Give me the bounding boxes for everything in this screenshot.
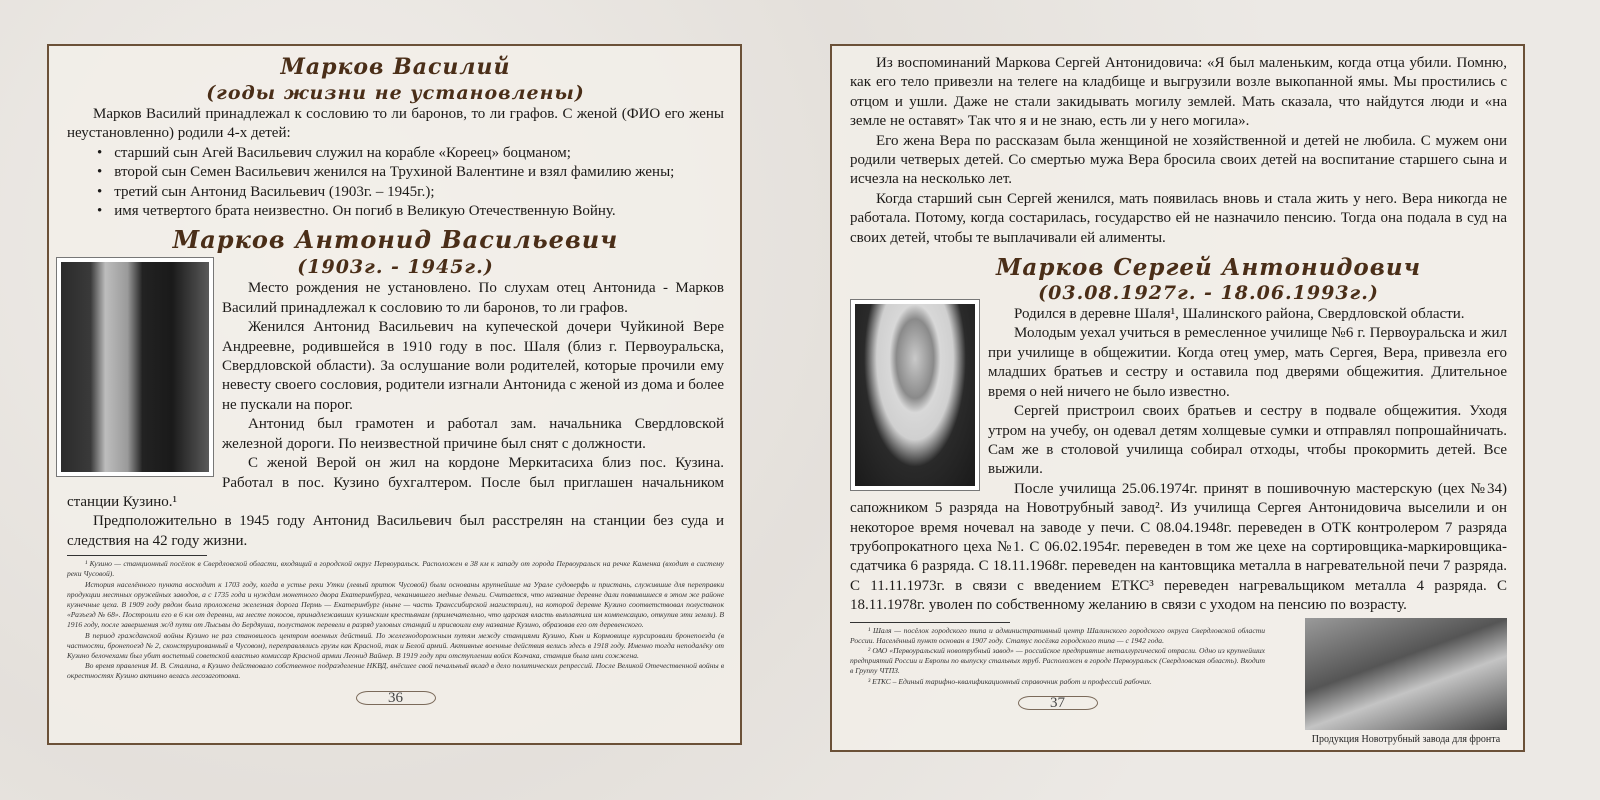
- footnote: В период гражданской войны Кузино не раз становилось центром военных действий. По железнодорожным путям между станциями Кузино, Кын и Кормовище курсировали бронепоезда (в частности, бронепоезд № 2, сконструированный в Чусовом), переправлялись грузы как Красной, так и Белой армий. Активные военные действия велись здесь в 1918 году. Именно тогда неподалёку от Кузино белочехами был убит воспетый советской властью комиссар Красной армии Леонид Вайнер. В 1919 году при отступлении войск Колчака, станция была ими сожжена.: [67, 630, 724, 660]
- children-list: [97, 144, 724, 222]
- footnote: История населённого пункта восходит к 1703 году, когда в устье реки Утки (левый приток Чусовой) были основаны крупнейшие на Урале судоверфь и пристань, служившие для переправки продукции местных оружейных заводов, а с 1735 года и нуждам монетного двора Екатеринбурга, чеканившего медные деньги. Считается, что название деревне дали появившиеся в этом же районе кузнечные цеха. В 1909 году рядом была проложена железная дорога Пермь — Екатеринбург (ныне — часть Транссибирской магистрали), на которой деревне Кузино соответствовал полустанок «Разъезд № 68». Построили его в 6 км от деревни, на месте покосов, принадлежавших кузинским крестьянам (примечательно, что царская власть выплатила им компенсацию, откупив эти земли). В 1916 году, после завершения ж/д пути от Лысьвы до Бердяуша, полустанок перевели в разряд узловых станций и присвоили ему название Кузино, образовав его от деревенского.: [67, 579, 724, 630]
- paragraph: Предположительно в 1945 году Антонид Васильевич был расстрелян на станции без суда и следствия на 42 году жизни.: [67, 513, 724, 549]
- paragraph: Антонид был грамотен и работал зам. начальника Свердловской железной дороги. По неизвестной причине был снят с должности.: [222, 416, 724, 452]
- footnotes: [67, 559, 724, 681]
- footnote: ¹ Шаля — посёлок городского типа и административный центр Шалинского городского округа Свердловской области России. Населённый пункт основан в 1907 году. Статус посёлка городского типа — с 1942 года.: [850, 625, 1265, 645]
- footnote: ³ ЕТКС – Единый тарифно-квалификационный справочник работ и профессий рабочих.: [868, 676, 1152, 686]
- antonid-text: [67, 279, 724, 512]
- footnote: Во время правления И. В. Сталина, в Кузино действовало собственное подразделение НКВД, внёсшее свой печальный вклад в дело политических репрессий. После Великой Отечественной войны в окрестностях Кузино активно велась лесозаготовка.: [67, 661, 724, 681]
- paragraph: С женой Верой он жил на кордоне Меркитасиха близ пос. Кузина. Работал в пос. Кузино бухгалтером. После был приглашен начальником станции Кузино.¹: [67, 455, 724, 510]
- left-page: [47, 44, 742, 745]
- footnote-column: [850, 618, 1265, 717]
- paragraph: Молодым уехал учиться в ремесленное училище №6 г. Первоуральска и жил при училище в общежитии. Когда отец умер, мать Сергея, Вера, привезла его младших братьев и сестру и оставила под дверями общежития. Длительное время о ней ничего не было известно.: [988, 325, 1507, 400]
- sergey-photo: [850, 299, 980, 491]
- page-number: 36: [356, 684, 436, 712]
- paragraph: Родился в деревне Шаля¹, Шалинского района, Свердловской области.: [1014, 306, 1465, 323]
- list-item: • второй сын Семен Васильевич женился на Трухиной Валентине и взял фамилию жены;: [97, 163, 724, 182]
- right-page: [830, 44, 1525, 752]
- title-sergey: Марков Сергей Антонидович: [995, 254, 1422, 282]
- intro-paragraph: Марков Василий принадлежал к сословию то ли баронов, то ли графов. С женой (ФИО его жены неустановленно) родили 4-х детей:: [67, 106, 724, 142]
- title-vasily: Марков Василий: [280, 54, 511, 80]
- memoir-text: [850, 54, 1507, 248]
- paragraph: После училища 25.06.1974г. принят в пошивочную мастерскую (цех №34) сапожником 5 разряда на Новотрубный завод². Из училища Сергея Антонидовича выселили и он некоторое время ночевал на заводе у печи. С 08.04.1948г. переведен в ОТК контролером 7 разряда трубопрокатного цеха №1. С 06.02.1954г. переведен в том же цехе на сортировщика-маркировщика-сдатчика 6 разряда. С 18.11.1968г. переведен на кантовщика металла в нагревательной печи 7 разряда. С 11.11.1973г. в связи с введением ЕТКС³ переведен нагревальщиком металла 4 разряда. С 18.11.1978г. уволен по собственному желанию в связи с уходом на пенсию по возрасту.: [850, 480, 1507, 614]
- footnote: ¹ Кузино — станционный посёлок в Свердловской области, входящий в городской округ Первоуральск. Расположен в 38 км к западу от города Первоуральск на речке Каменка (входит в систему реки Чусовой).: [67, 559, 724, 579]
- paragraph: Место рождения не установлено. По слухам отец Антонида - Марков Василий принадлежал к сословию то ли баронов, то ли графов.: [222, 280, 724, 316]
- vasily-text: [67, 105, 724, 221]
- bottom-section: [850, 618, 1507, 746]
- photo-caption: Продукция Новотрубный завода для фронта: [1311, 733, 1501, 745]
- list-item: • третий сын Антонид Васильевич (1903г. – 1945г.);: [97, 183, 724, 202]
- factory-photo: [1305, 618, 1507, 730]
- footnote-divider: [67, 555, 207, 556]
- footnote: ² ОАО «Первоуральский новотрубный завод» — российское предприятие металлургической отрасли. Одно из крупнейших предприятий России и Европы по выпуску стальных труб. Расположен в городе Первоуральск (Свердловская область). Входит в Группу ЧТПЗ.: [850, 645, 1265, 676]
- paragraph: Из воспоминаний Маркова Сергей Антонидовича: «Я был маленьким, когда отца убили. Помню, как его тело привезли на телеге на кладбище и выгрузили возле выкопанной ямы. Мы простились с отцом и ушли. Даже не стали закидывать могилу землей. Мать сказала, что найдутся люди и «на земле не оставят» Так что я и не знаю, есть ли у него могила».: [850, 55, 1507, 130]
- antonid-final: [67, 512, 724, 551]
- list-item: • старший сын Агей Васильевич служил на корабле «Кореец» боцманом;: [97, 144, 724, 163]
- footnotes: [850, 626, 1265, 687]
- paragraph: Его жена Вера по рассказам была женщиной не хозяйственной и детей не любила. С мужем они родили четверых детей. Со смертью мужа Вера бросила своих детей на воспитание старшего сына и исчезла на несколько лет.: [850, 132, 1507, 188]
- factory-figure: [1305, 618, 1507, 746]
- subtitle-antonid: (1903г. - 1945г.): [297, 256, 494, 279]
- paragraph: Когда старший сын Сергей женился, мать появилась вновь и стала жить у него. Вера никогда не работала. Потому, когда состарилась, государство ей не назначило пенсию. Тогда она подала в суд на своих детей, чтобы те выплачивали ей алименты.: [850, 190, 1507, 246]
- subtitle-vasily: (годы жизни не установлены): [206, 82, 585, 104]
- paragraph: Сергей пристроил своих братьев и сестру в подвале общежития. Уходя утром на учебу, он одевал детям холщевые сумки и отправлял попрошайничать. Сам же в столовой училища собирал отходы, чтобы прокормить детей. Все выжили.: [988, 403, 1507, 478]
- sergey-text: [850, 305, 1507, 616]
- page-number: 37: [1018, 689, 1098, 717]
- footnote-divider: [850, 622, 1010, 623]
- paragraph: Женился Антонид Васильевич на купеческой дочери Чуйкиной Вере Андреевне, родившейся в 1910 году в пос. Шаля (близ г. Первоуральска, Свердловской области). За ослушание воли родителей, которые прочили ему невесту своего сословия, родители изгнали Антонида с женой из дома и более не пускали на порог.: [222, 319, 724, 413]
- antonid-photo: [56, 257, 214, 477]
- title-antonid: Марков Антонид Васильевич: [172, 225, 619, 255]
- list-item: • имя четвертого брата неизвестно. Он погиб в Великую Отечественную Войну.: [97, 202, 724, 221]
- subtitle-sergey: (03.08.1927г. - 18.06.1993г.): [1038, 282, 1379, 305]
